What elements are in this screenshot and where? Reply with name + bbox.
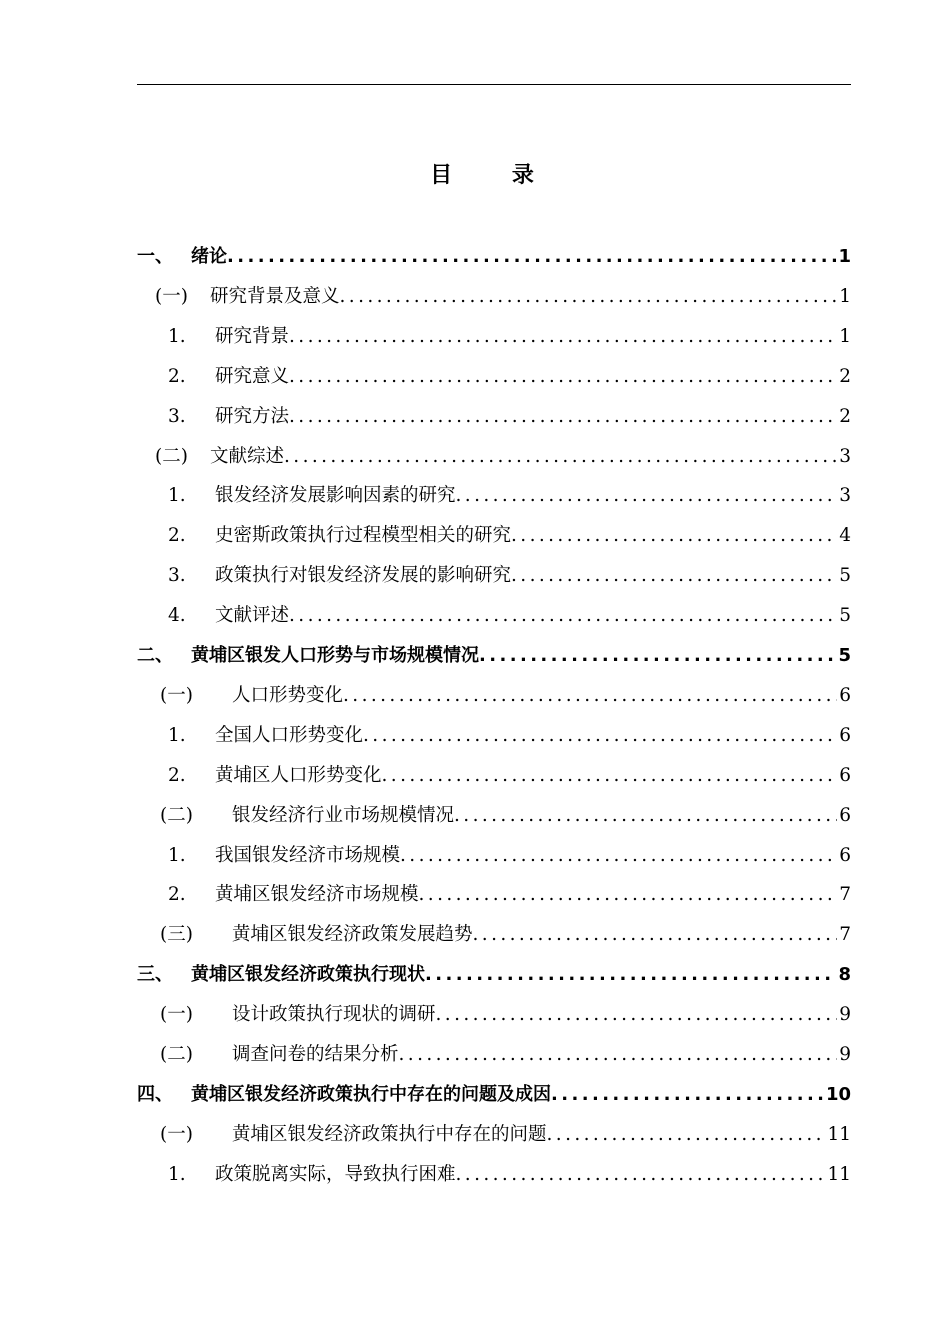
toc-entry-number: 2. bbox=[168, 365, 186, 387]
toc-entry-number: (一) bbox=[160, 684, 193, 706]
toc-dot-leader bbox=[425, 962, 836, 988]
toc-entry[interactable] bbox=[137, 639, 851, 669]
toc-entry-page: 1 bbox=[839, 325, 851, 347]
toc-entry[interactable] bbox=[168, 360, 851, 390]
toc-entry-page: 6 bbox=[839, 684, 851, 706]
toc-entry-label: 黄埔区银发经济政策发展趋势 bbox=[232, 924, 473, 946]
toc-entry-number: 四、 bbox=[137, 1083, 173, 1105]
toc-entry-label: 黄埔区银发经济政策执行现状 bbox=[191, 964, 425, 986]
toc-entry[interactable] bbox=[168, 878, 851, 908]
toc-entry-page: 6 bbox=[839, 764, 851, 786]
toc-entry-number: 三、 bbox=[137, 964, 173, 986]
toc-dot-leader bbox=[511, 563, 837, 589]
toc-dot-leader bbox=[454, 803, 837, 829]
toc-entry[interactable] bbox=[168, 400, 851, 430]
toc-entry-page: 6 bbox=[839, 844, 851, 866]
toc-dot-leader bbox=[479, 643, 836, 669]
toc-dot-leader bbox=[284, 444, 837, 470]
toc-entry-label: 政策执行对银发经济发展的影响研究 bbox=[215, 565, 512, 587]
toc-entry-page: 3 bbox=[839, 485, 851, 507]
toc-entry-number: (一) bbox=[155, 285, 188, 307]
toc-entry[interactable] bbox=[160, 1038, 851, 1068]
toc-entry-label: 银发经济行业市场规模情况 bbox=[232, 804, 455, 826]
toc-entry-page: 8 bbox=[838, 964, 851, 986]
toc-entry-page: 3 bbox=[839, 445, 851, 467]
toc-dot-leader bbox=[340, 284, 838, 310]
toc-entry-page: 11 bbox=[827, 1123, 851, 1145]
toc-entry-label: 银发经济发展影响因素的研究 bbox=[215, 485, 456, 507]
toc-entry[interactable] bbox=[168, 1158, 851, 1188]
toc-entry[interactable] bbox=[137, 1078, 851, 1108]
toc-dot-leader bbox=[436, 1002, 838, 1028]
toc-entry-page: 6 bbox=[839, 724, 851, 746]
toc-dot-leader bbox=[289, 603, 837, 629]
toc-entry-label: 文献综述 bbox=[210, 445, 285, 467]
toc-entry-number: (二) bbox=[160, 1044, 193, 1065]
toc-entry-label: 研究背景及意义 bbox=[210, 285, 340, 307]
toc-entry-label: 人口形势变化 bbox=[232, 684, 344, 706]
toc-dot-leader bbox=[456, 1162, 826, 1188]
toc-entry-number: (一) bbox=[160, 1004, 193, 1026]
toc-entry-number: 3. bbox=[168, 565, 186, 587]
toc-dot-leader bbox=[473, 922, 838, 948]
toc-entry[interactable] bbox=[168, 759, 851, 789]
toc-entry[interactable] bbox=[168, 559, 851, 589]
toc-entry-label: 研究背景 bbox=[215, 325, 290, 347]
toc-entry-page: 4 bbox=[839, 525, 851, 547]
toc-entry-page: 1 bbox=[839, 285, 851, 307]
toc-entry-number: 1. bbox=[168, 485, 186, 507]
toc-dot-leader bbox=[511, 523, 837, 549]
toc-entry-page: 6 bbox=[839, 804, 851, 826]
toc-entry-label: 史密斯政策执行过程模型相关的研究 bbox=[215, 525, 512, 547]
toc-entry-label: 全国人口形势变化 bbox=[215, 724, 364, 746]
toc-entry-page: 7 bbox=[839, 924, 851, 946]
toc-dot-leader bbox=[289, 364, 837, 390]
toc-dot-leader bbox=[343, 683, 837, 709]
toc-entry[interactable] bbox=[160, 918, 851, 948]
toc-entry[interactable] bbox=[137, 240, 851, 270]
toc-entry[interactable] bbox=[168, 599, 851, 629]
toc-entry-label: 设计政策执行现状的调研 bbox=[232, 1004, 436, 1026]
toc-entry-number: 1. bbox=[168, 844, 186, 866]
toc-dot-leader bbox=[400, 843, 837, 869]
toc-entry-page: 1 bbox=[838, 246, 851, 267]
toc-entry[interactable] bbox=[137, 958, 851, 988]
toc-entry-number: 2. bbox=[168, 764, 186, 786]
toc-dot-leader bbox=[363, 723, 837, 749]
toc-entry-number: (二) bbox=[160, 804, 193, 826]
toc-entry-page: 7 bbox=[839, 884, 851, 906]
toc-entry[interactable] bbox=[168, 839, 851, 869]
toc-entry-number: 4. bbox=[168, 605, 186, 627]
toc-entry-label: 研究意义 bbox=[215, 365, 290, 387]
toc-entry-number: 2. bbox=[168, 884, 186, 906]
toc-title: 目 录 bbox=[430, 163, 560, 188]
toc-entry[interactable] bbox=[155, 440, 851, 470]
toc-entry[interactable] bbox=[160, 799, 851, 829]
toc-entry-label: 政策脱离实际，导致执行困难 bbox=[215, 1163, 456, 1185]
toc-entry-label: 黄埔区银发人口形势与市场规模情况 bbox=[191, 645, 479, 666]
toc-entry-label: 黄埔区银发经济市场规模 bbox=[215, 884, 419, 906]
toc-entry-page: 11 bbox=[827, 1163, 851, 1185]
toc-entry-page: 9 bbox=[839, 1044, 851, 1065]
toc-entry-label: 黄埔区银发经济政策执行中存在的问题 bbox=[232, 1123, 547, 1145]
toc-dot-leader bbox=[382, 763, 838, 789]
toc-entry-page: 2 bbox=[839, 365, 851, 387]
toc-dot-leader bbox=[547, 1122, 826, 1148]
toc-entry-number: 3. bbox=[168, 405, 186, 427]
toc-entry-label: 黄埔区人口形势变化 bbox=[215, 764, 382, 786]
toc-entry-page: 5 bbox=[839, 565, 851, 587]
toc-dot-leader bbox=[551, 1082, 824, 1108]
toc-entry-page: 9 bbox=[839, 1004, 851, 1026]
toc-entry-page: 5 bbox=[839, 605, 851, 627]
toc-entry-number: 1. bbox=[168, 325, 186, 347]
toc-entry-label: 文献评述 bbox=[215, 605, 290, 627]
toc-entry[interactable] bbox=[168, 320, 851, 350]
toc-entry[interactable] bbox=[160, 998, 851, 1028]
toc-entry-label: 我国银发经济市场规模 bbox=[215, 844, 401, 866]
toc-dot-leader bbox=[399, 1042, 838, 1068]
toc-entry-label: 黄埔区银发经济政策执行中存在的问题及成因 bbox=[191, 1083, 551, 1105]
toc-entry[interactable] bbox=[155, 280, 851, 310]
toc-entry-number: (二) bbox=[155, 445, 188, 467]
toc-entry-number: 一、 bbox=[137, 246, 173, 267]
toc-entry-number: (一) bbox=[160, 1123, 193, 1145]
toc-dot-leader bbox=[289, 324, 837, 350]
toc-entry[interactable] bbox=[160, 679, 851, 709]
toc-entry-number: 1. bbox=[168, 1163, 186, 1185]
toc-dot-leader bbox=[456, 483, 838, 509]
toc-dot-leader bbox=[227, 244, 836, 270]
toc-entry-number: (三) bbox=[160, 924, 193, 946]
toc-entry-page: 2 bbox=[839, 405, 851, 427]
toc-entry-number: 二、 bbox=[137, 645, 173, 666]
toc-entry[interactable] bbox=[160, 1118, 851, 1148]
toc-dot-leader bbox=[289, 404, 837, 430]
toc-entry-number: 1. bbox=[168, 724, 186, 746]
toc-entry-label: 绪论 bbox=[191, 246, 227, 267]
toc-entry[interactable] bbox=[168, 519, 851, 549]
toc-entry-label: 研究方法 bbox=[215, 405, 290, 427]
toc-entry-label: 调查问卷的结果分析 bbox=[232, 1044, 399, 1065]
toc-entry-page: 10 bbox=[825, 1083, 851, 1105]
toc-entry-number: 2. bbox=[168, 525, 186, 547]
toc-entry-page: 5 bbox=[838, 645, 851, 666]
toc-entry[interactable] bbox=[168, 479, 851, 509]
toc-entry[interactable] bbox=[168, 719, 851, 749]
toc-dot-leader bbox=[419, 882, 838, 908]
